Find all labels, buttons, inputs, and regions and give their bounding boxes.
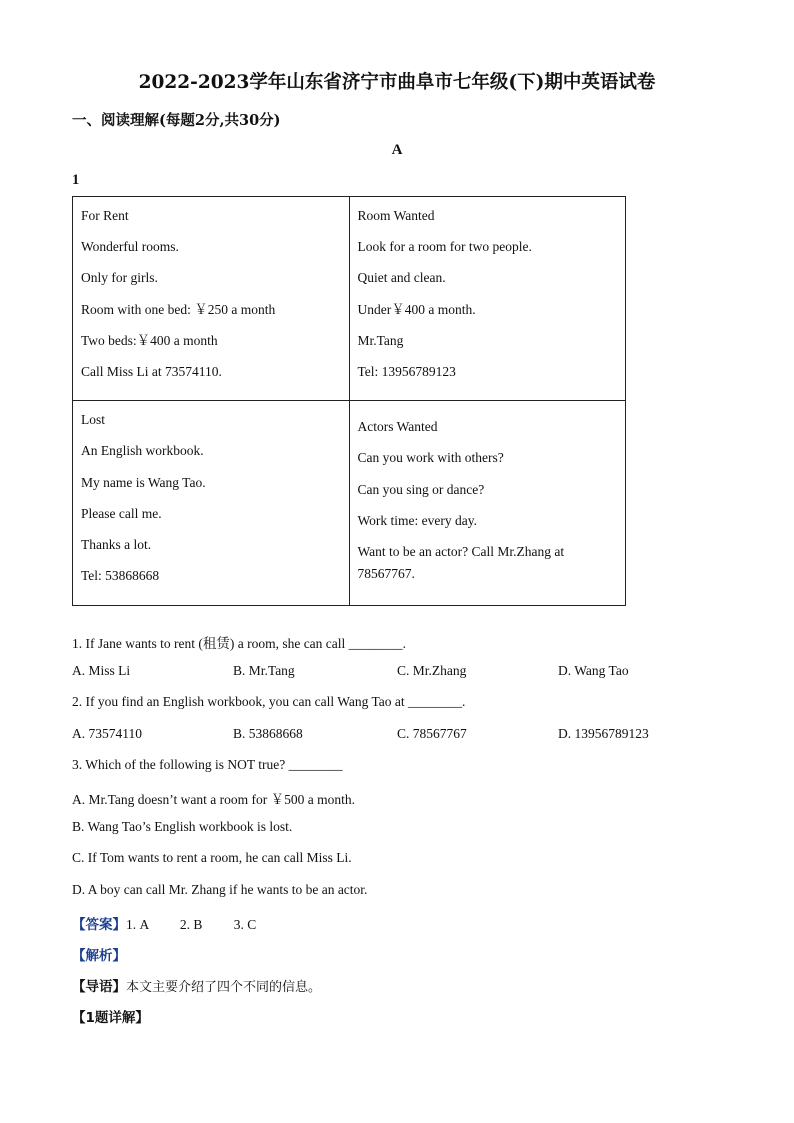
q1-option-d: D. Wang Tao [558, 663, 629, 678]
q3-option-c: C. If Tom wants to rent a room, he can call Miss Li. [72, 850, 352, 865]
q3-option-a: A. Mr.Tang doesn’t want a room for ￥500 a month. [72, 792, 356, 807]
ad-line: Only for girls. [81, 270, 158, 286]
answer-item: 3. C [233, 917, 257, 932]
guide-line [72, 975, 321, 995]
answer-item: 2. B [179, 917, 203, 932]
q3-option-b: B. Wang Tao’s English workbook is lost. [72, 819, 293, 834]
question-group-number: 1 [72, 172, 80, 188]
analysis-line [72, 944, 126, 964]
q2-option-d: D. 13956789123 [558, 726, 649, 741]
ad-line: Two beds:￥400 a month [81, 332, 218, 348]
ad-line: Wonderful rooms. [81, 239, 179, 255]
ad-line: Work time: every day. [357, 512, 477, 528]
detail-line [72, 1006, 149, 1026]
section-heading: 一、阅读理解(每题2分,共30分) [72, 112, 281, 129]
q1-option-c: C. Mr.Zhang [397, 663, 467, 678]
ads-table [72, 196, 626, 606]
ad-line: An English workbook. [81, 443, 204, 459]
ad-line: Call Miss Li at 73574110. [81, 363, 222, 379]
ad-line: Lost [81, 412, 106, 428]
ad-line: Mr.Tang [357, 332, 404, 348]
answer-line [72, 913, 256, 933]
q1-option-b: B. Mr.Tang [233, 663, 295, 678]
ad-line: Room with one bed: ￥250 a month [81, 301, 276, 317]
q1-option-a: A. Miss Li [72, 663, 131, 678]
guide-text: 本文主要介绍了四个不同的信息。 [126, 980, 322, 995]
guide-label: 【导语】 [72, 979, 126, 995]
ad-line: Actors Wanted [357, 419, 438, 435]
ad-lost [73, 401, 350, 606]
ad-line: Can you sing or dance? [357, 481, 485, 497]
ad-line: Room Wanted [357, 208, 435, 223]
q2-option-b: B. 53868668 [233, 726, 303, 741]
q2-option-c: C. 78567767 [397, 726, 467, 741]
ad-line: Under￥400 a month. [357, 301, 476, 317]
ad-actors-wanted [349, 401, 626, 606]
question-3: 3. Which of the following is NOT true? ________ [72, 757, 343, 772]
q2-option-a: A. 73574110 [72, 726, 142, 741]
detail-label: 【1题详解】 [72, 1010, 149, 1026]
ad-line: Tel: 53868668 [81, 568, 160, 584]
ad-line: My name is Wang Tao. [81, 474, 206, 490]
ad-line: Can you work with others? [357, 450, 504, 466]
q3-option-d: D. A boy can call Mr. Zhang if he wants to be an actor. [72, 882, 368, 897]
ad-room-wanted [349, 197, 626, 401]
ad-line: Tel: 13956789123 [357, 363, 456, 379]
ad-line: For Rent [81, 208, 129, 223]
analysis-label: 【解析】 [72, 948, 126, 964]
ad-line: Please call me. [81, 505, 162, 521]
ad-for-rent [73, 197, 350, 401]
exam-title: 2022-2023学年山东省济宁市曲阜市七年级(下)期中英语试卷 [138, 72, 656, 93]
passage-label: A [391, 142, 403, 158]
question-1: 1. If Jane wants to rent (租赁) a room, she can call ________. [72, 636, 407, 651]
question-2: 2. If you find an English workbook, you can call Wang Tao at ________. [72, 694, 466, 709]
ad-line: Quiet and clean. [357, 270, 446, 286]
answer-item: 1. A [126, 917, 149, 932]
ad-line: Want to be an actor? Call Mr.Zhang at 78567767. [357, 543, 565, 581]
ad-line: Look for a room for two people. [357, 239, 532, 255]
answer-label: 【答案】 [72, 917, 126, 933]
ad-line: Thanks a lot. [81, 536, 152, 552]
